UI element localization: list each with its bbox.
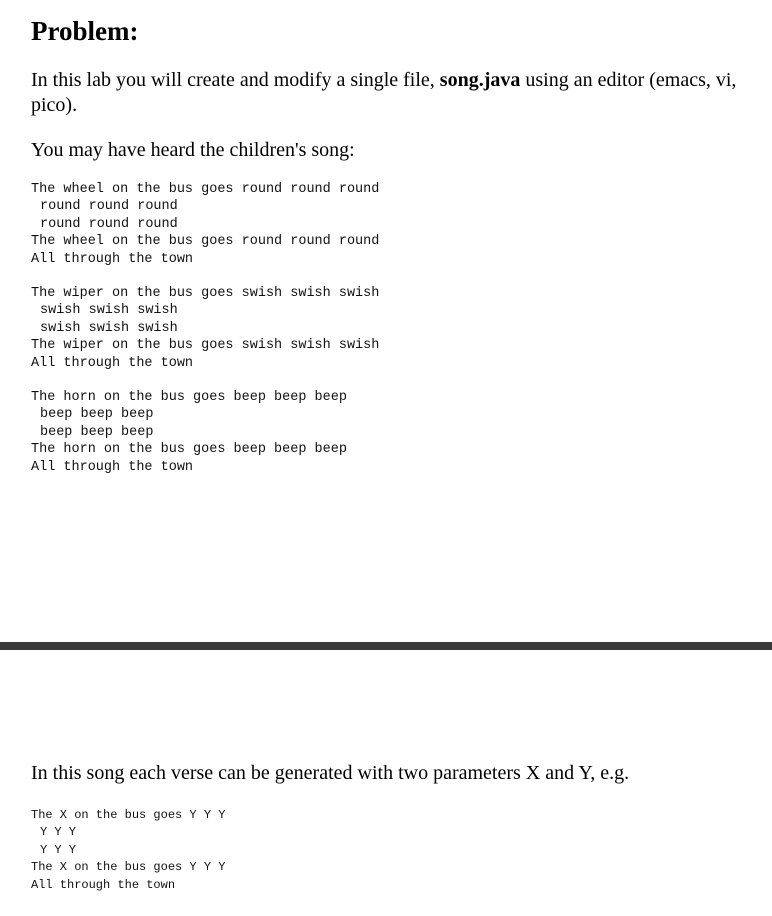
template-line: The X on the bus goes Y Y Y bbox=[31, 808, 226, 822]
song-verses bbox=[31, 181, 379, 493]
problem-heading: Problem: bbox=[31, 16, 139, 46]
verse-line: All through the town bbox=[31, 355, 194, 371]
verse-template bbox=[31, 807, 225, 894]
intro-text-after: using an editor (emacs, vi, pico). bbox=[31, 69, 737, 116]
verse-line: The wheel on the bus goes round round round bbox=[31, 182, 380, 197]
verse-line: round round round bbox=[40, 199, 178, 215]
parameters-paragraph: In this song each verse can be generated with two parameters X and Y, e.g. bbox=[31, 762, 630, 784]
verse-line: The wiper on the bus goes swish swish swish bbox=[31, 338, 380, 354]
song-lead-paragraph: You may have heard the children's song: bbox=[31, 139, 355, 161]
intro-text-before: In this lab you will create and modify a single file, bbox=[31, 69, 440, 91]
page-bottom-section bbox=[0, 650, 772, 916]
verse-line: round round round bbox=[40, 216, 178, 232]
template-line: Y Y Y bbox=[40, 825, 77, 840]
template-line: All through the town bbox=[31, 877, 176, 892]
verse-line: beep beep beep bbox=[40, 407, 154, 423]
verse-line: The wheel on the bus goes round round round bbox=[31, 234, 380, 250]
verse-line: All through the town bbox=[31, 459, 194, 475]
verse-line: The horn on the bus goes beep beep beep bbox=[31, 390, 347, 406]
template-line: Y Y Y bbox=[40, 842, 77, 857]
verse-line: All through the town bbox=[31, 251, 194, 267]
verse-horn bbox=[31, 389, 379, 476]
verse-line: beep beep beep bbox=[40, 424, 154, 440]
page-divider bbox=[0, 642, 772, 650]
verse-line: swish swish swish bbox=[40, 303, 178, 319]
verse-line: The horn on the bus goes beep beep beep bbox=[31, 442, 347, 458]
filename-bold: song.java bbox=[439, 69, 521, 91]
template-line: The X on the bus goes Y Y Y bbox=[31, 860, 226, 875]
verse-line: The wiper on the bus goes swish swish swish bbox=[31, 286, 380, 302]
verse-line: swish swish swish bbox=[40, 320, 178, 336]
intro-paragraph bbox=[31, 68, 751, 118]
verse-wiper bbox=[31, 285, 379, 372]
verse-wheel bbox=[31, 181, 379, 268]
